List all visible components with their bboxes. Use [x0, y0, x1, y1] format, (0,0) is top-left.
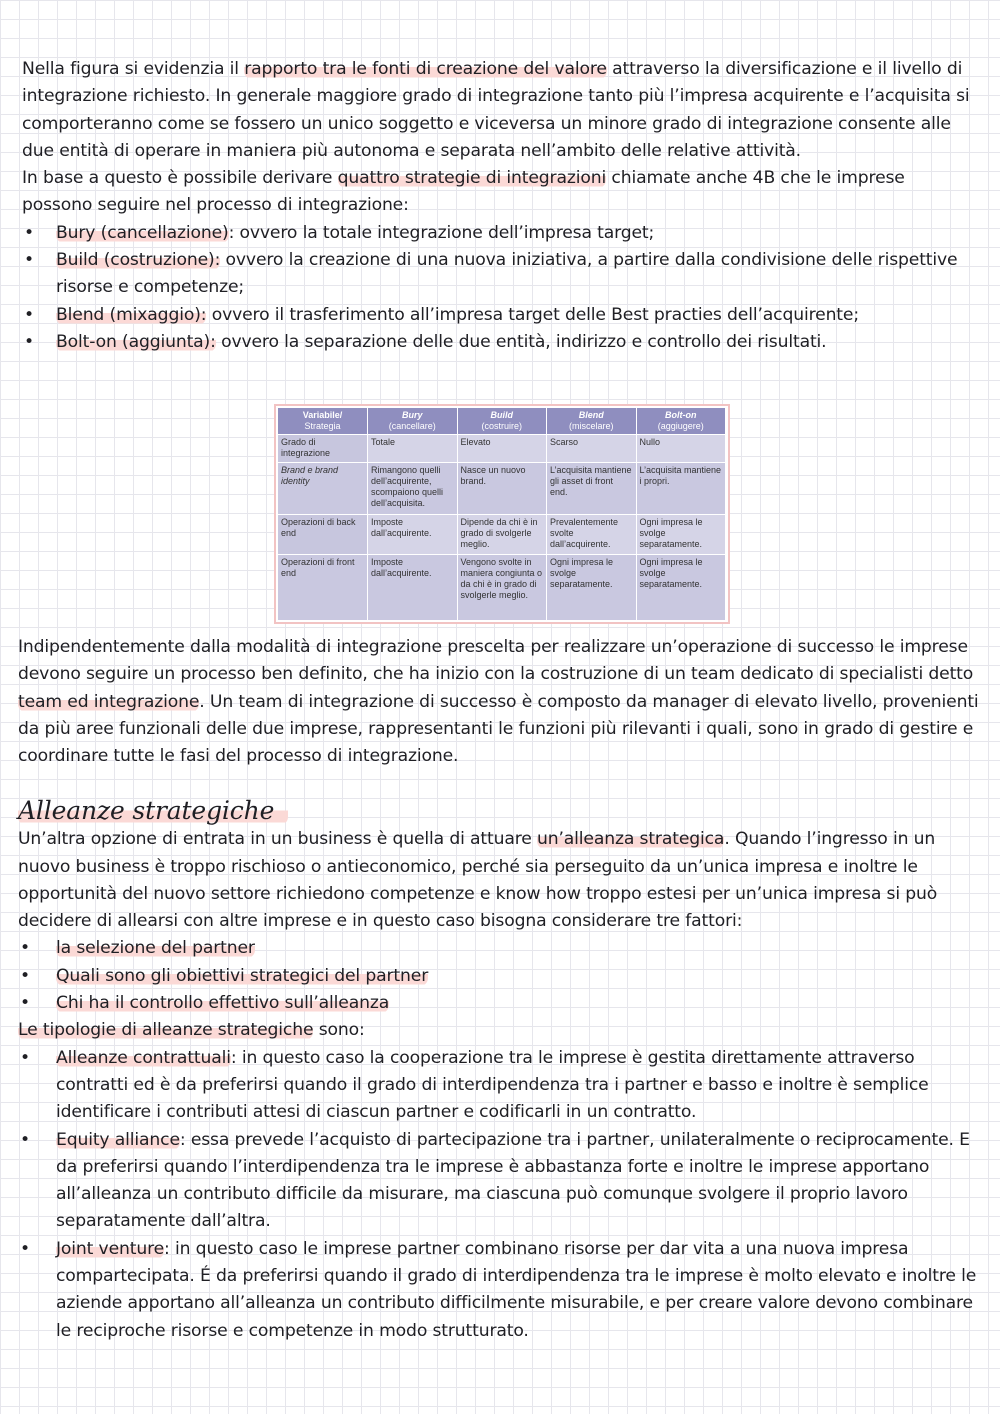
table-cell: Totale	[368, 435, 458, 463]
table-cell: Ogni impresa le svolge separatamente.	[547, 555, 637, 621]
list-item: • Chi ha il controllo effettivo sull’alleanza	[18, 990, 980, 1017]
list-item: • Blend (mixaggio): ovvero il trasferimento all’impresa target delle Best practies dell’acquirente;	[22, 302, 980, 329]
table-cell: Elevato	[457, 435, 547, 463]
table-cell: Vengono svolte in maniera congiunta o da chi è in grado di svolgerle meglio.	[457, 555, 547, 621]
highlight-integration-team: team ed integrazione	[18, 691, 200, 712]
list-item: • Joint venture: in questo caso le imprese partner combinano risorse per dar vita a una nuova impresa compartecipata. É da preferirsi quando il grado di interdipendenza tra le imprese è molto elevato e inoltre le aziende apportano all’alleanza un contributo difficilmente misurabile, e per creare valore devono combinare le reciproche risorse e competenze in modo strutturato.	[18, 1236, 980, 1345]
alliance-types-intro: Le tipologie di alleanze strategiche sono:	[18, 1020, 365, 1041]
highlight-value-sources: rapporto tra le fonti di creazione del valore	[244, 59, 607, 79]
intro-section	[22, 56, 980, 356]
strategy-table	[278, 408, 726, 620]
column-header: Blend (miscelare)	[547, 408, 637, 435]
alliance-types-list	[18, 1045, 980, 1345]
table-cell: Scarso	[547, 435, 637, 463]
table-cell: Imposte dall’acquirente.	[368, 555, 458, 621]
table-cell: Imposte dall’acquirente.	[368, 515, 458, 555]
strategy-term: Bury (cancellazione)	[56, 222, 229, 243]
table-cell: L’acquisita mantiene i propri.	[636, 463, 726, 515]
alliances-section	[18, 794, 980, 1345]
table-cell: Nullo	[636, 435, 726, 463]
table-cell: Dipende da chi è in grado di svolgerle meglio.	[457, 515, 547, 555]
strategy-term: Blend (mixaggio):	[56, 304, 207, 325]
table-row	[278, 515, 726, 555]
list-item: • Build (costruzione): ovvero la creazione di una nuova iniziativa, a partire dalla condivisione delle rispettive risorse e competenze;	[22, 247, 980, 302]
row-label: Brand e brand identity	[278, 463, 368, 515]
table-cell: Ogni impresa le svolge separatamente.	[636, 515, 726, 555]
intro-paragraph-1: Nella figura si evidenzia il rapporto tra le fonti di creazione del valore attraverso la diversificazione e il livello di integrazione richiesto. In generale maggiore grado di integrazione tanto più l’impresa acquirente e l’acquisita si comporteranno come se fossero un unico soggetto e viceversa un minore grado di integrazione consente alle due entità di operare in maniera più autonoma e separata nell’ambito delle relative attività.	[22, 59, 970, 161]
table-row	[278, 435, 726, 463]
alliance-type-term: Equity alliance	[56, 1129, 180, 1150]
list-item: • Equity alliance: essa prevede l’acquisto di partecipazione tra i partner, unilateralmente o reciprocamente. E da preferirsi quando l’interdipendenza tra le imprese è abbastanza forte e inoltre le imprese apportano all’alleanza un contributo difficile da misurare, ma ciascuna può comunque svolgere il proprio lavoro separatamente dall’altra.	[18, 1127, 980, 1236]
strategy-term: Bolt-on (aggiunta):	[56, 331, 216, 352]
table-row	[278, 555, 726, 621]
table-cell: Ogni impresa le svolge separatamente.	[636, 555, 726, 621]
table-cell: L’acquisita mantiene gli asset di front end.	[547, 463, 637, 515]
highlight-four-strategies: quattro strategie di integrazioni	[337, 168, 607, 189]
list-item: • Bolt-on (aggiunta): ovvero la separazione delle due entità, indirizzo e controllo dei risultati.	[22, 329, 980, 356]
factors-list	[18, 935, 980, 1017]
strategy-table-image	[274, 404, 730, 624]
row-label: Operazioni di back end	[278, 515, 368, 555]
intro-paragraph-2: In base a questo è possibile derivare quattro strategie di integrazioni chiamate anche 4B che le imprese possono seguire nel processo di integrazione:	[22, 168, 905, 216]
column-header: Bolt-on (aggiugere)	[636, 408, 726, 435]
table-header-row	[278, 408, 726, 435]
strategies-list	[22, 220, 980, 356]
alliance-type-term: Alleanze contrattuali	[56, 1047, 231, 1068]
row-label: Grado di integrazione	[278, 435, 368, 463]
table-cell: Prevalentemente svolte dall’acquirente.	[547, 515, 637, 555]
list-item: • Bury (cancellazione): ovvero la totale integrazione dell’impresa target;	[22, 220, 980, 247]
column-header: Bury (cancellare)	[368, 408, 458, 435]
alliance-type-term: Joint venture	[56, 1238, 165, 1259]
list-item: • Alleanze contrattuali: in questo caso la cooperazione tra le imprese è gestita direttamente attraverso contratti ed è da preferirsi quando il grado di interdipendenza tra i partner e basso e inoltre è semplice identificare i contributi attesi di ciascun partner e codificarli in un contratto.	[18, 1045, 980, 1127]
alliances-paragraph: Un’altra opzione di entrata in un business è quella di attuare un’alleanza strategica. Quando l’ingresso in un nuovo business è troppo rischioso o antieconomico, perché sia perseguito da un’unica impresa e inoltre le opportunità del nuovo settore richiedono competenze e know how troppo estesi per un’unica impresa si può decidere di allearsi con altre imprese e in questo caso bisogna considerare tre fattori:	[18, 829, 938, 932]
section-title: Alleanze strategiche	[18, 796, 288, 825]
highlight-strategic-alliance: un’alleanza strategica	[536, 829, 725, 850]
row-label: Operazioni di front end	[278, 555, 368, 621]
list-item: • Quali sono gli obiettivi strategici del partner	[18, 963, 980, 990]
table-cell: Rimangono quelli dell’acquirente, scompaiono quelli dell’acquisita.	[368, 463, 458, 515]
column-header: Variabile/ Strategia	[278, 408, 368, 435]
integration-team-paragraph: Indipendentemente dalla modalità di integrazione prescelta per realizzare un’operazione di successo le imprese devono seguire un processo ben definito, che ha inizio con la costruzione di un team dedicato di specialisti detto team ed integrazione. Un team di integrazione di successo è composto da manager di elevato livello, provenienti da più aree funzionali delle due imprese, rappresentanti le funzioni più rilevanti i quali, sono in grado di gestire e coordinare tutte le fasi del processo di integrazione.	[18, 637, 979, 767]
list-item: • la selezione del partner	[18, 935, 980, 962]
column-header: Build (costruire)	[457, 408, 547, 435]
table-row	[278, 463, 726, 515]
integration-team-section	[18, 634, 980, 770]
table-cell: Nasce un nuovo brand.	[457, 463, 547, 515]
strategy-term: Build (costruzione):	[56, 250, 221, 271]
